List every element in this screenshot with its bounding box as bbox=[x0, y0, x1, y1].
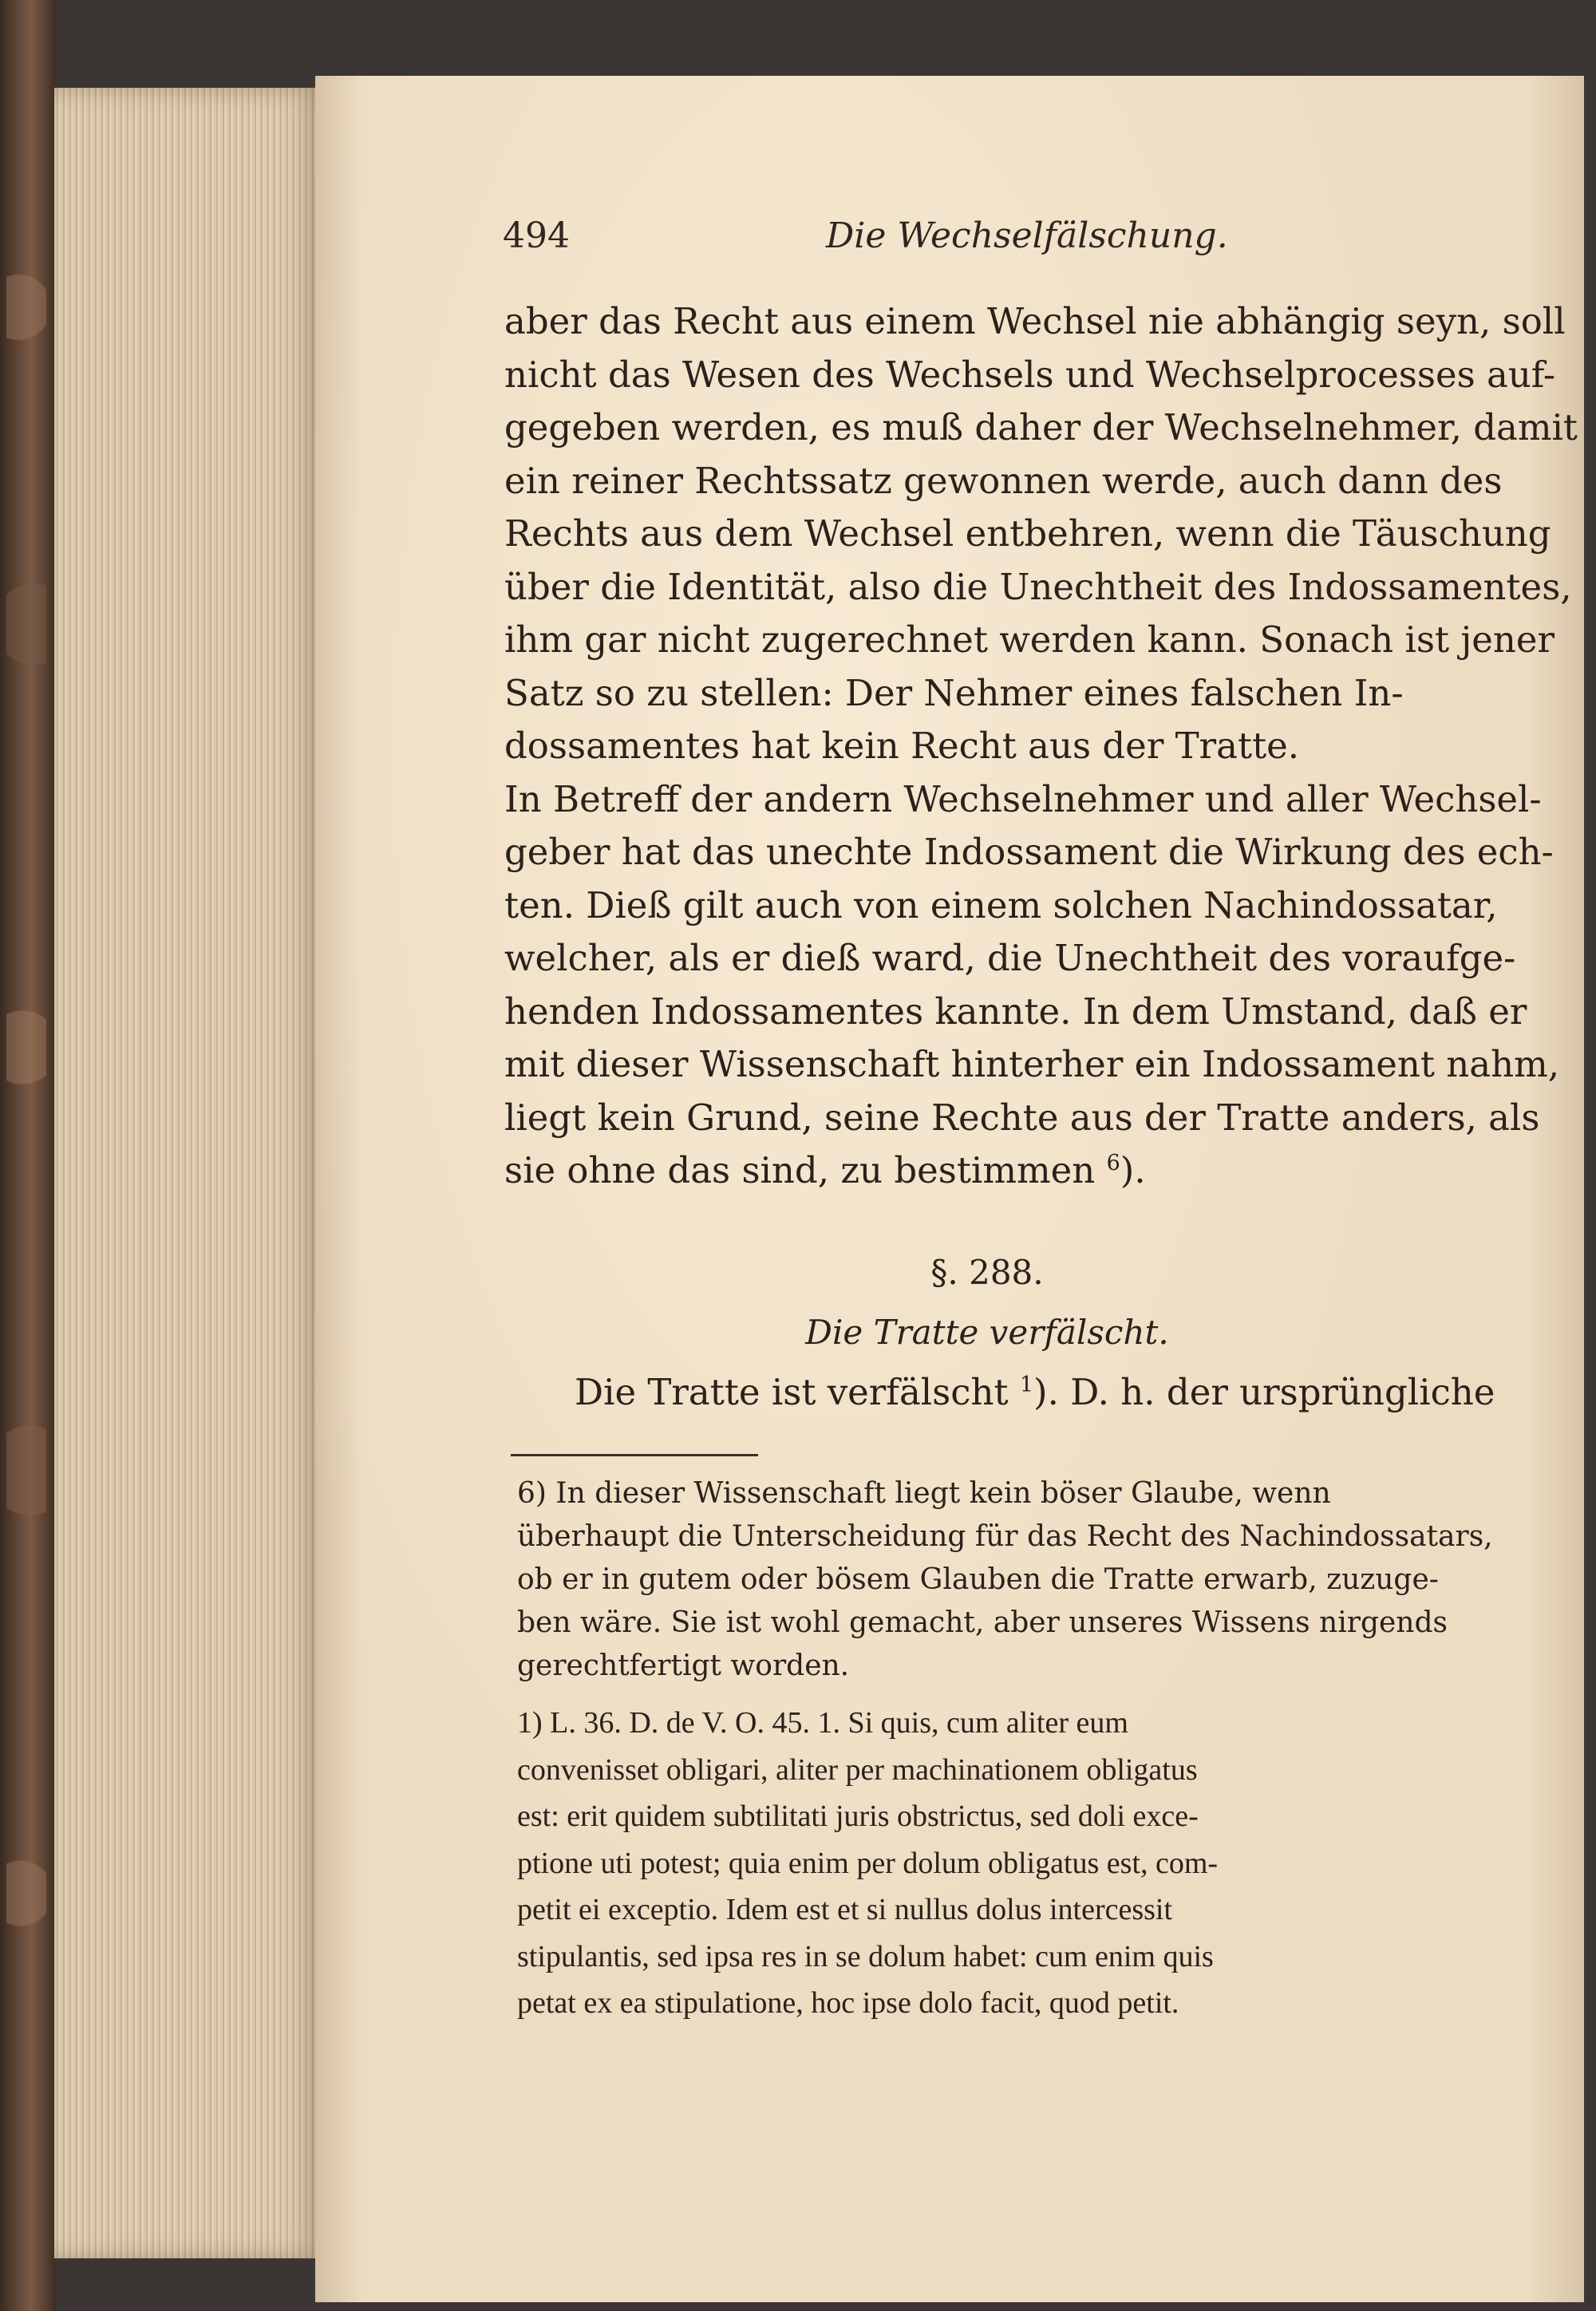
text-line-spaced: Satz so zu stellen: Der Nehmer eines falschen In- bbox=[504, 671, 1404, 714]
section-number: §. 288. bbox=[930, 1253, 1044, 1292]
footnote-ref-1: 1 bbox=[1019, 1373, 1034, 1397]
main-paragraph bbox=[504, 295, 1578, 1198]
text-line: In Betreff der andern Wechselnehmer und aller Wechsel- bbox=[504, 777, 1542, 820]
book-cover-edge bbox=[0, 0, 56, 2311]
footnote-1 bbox=[517, 1700, 1471, 2027]
footnote-6 bbox=[517, 1472, 1493, 1688]
text-line: henden Indossamentes kannte. In dem Umstand, daß er bbox=[504, 990, 1527, 1033]
footnote-line: stipulantis, sed ipsa res in se dolum habet: cum enim quis bbox=[517, 1939, 1214, 1973]
page-number: 494 bbox=[503, 215, 570, 256]
footnote-line: est: erit quidem subtilitati juris obstrictus, sed doli exce- bbox=[517, 1799, 1199, 1833]
section-first-line-tail: ). D. h. der ursprüngliche bbox=[1033, 1371, 1495, 1413]
page-stack-edges bbox=[54, 88, 326, 2258]
text-line: ten. Dieß gilt auch von einem solchen Nachindossatar, bbox=[504, 883, 1498, 926]
footnote-ref-6: 6 bbox=[1106, 1151, 1120, 1175]
section-title: Die Tratte verfälscht. bbox=[805, 1313, 1169, 1352]
footnote-line: 1) L. 36. D. de V. O. 45. 1. Si quis, cum aliter eum bbox=[517, 1706, 1128, 1740]
text-line: welcher, als er dieß ward, die Unechtheit des voraufge- bbox=[504, 937, 1516, 979]
text-line: nicht das Wesen des Wechsels und Wechselprocesses auf- bbox=[504, 353, 1556, 396]
text-line-content: sie ohne das sind, zu bestimmen bbox=[504, 1149, 1096, 1191]
text-line: Rechts aus dem Wechsel entbehren, wenn die Täuschung bbox=[504, 512, 1551, 555]
text-line: über die Identität, also die Unechtheit des Indossamentes, bbox=[504, 565, 1572, 608]
footnote-line: gerechtfertigt worden. bbox=[517, 1649, 850, 1682]
text-line-last bbox=[504, 1144, 1470, 1198]
page-header bbox=[503, 215, 1444, 263]
text-line-spaced: dossamentes hat kein Recht aus der Tratte. bbox=[504, 725, 1300, 767]
footnote-line: ben wäre. Sie ist wohl gemacht, aber unseres Wissens nirgends bbox=[517, 1606, 1448, 1639]
section-first-line bbox=[575, 1371, 1495, 1413]
text-line: ihm gar nicht zugerechnet werden kann. Sonach ist jener bbox=[504, 618, 1555, 661]
footnote-line: ptione uti potest; quia enim per dolum obligatus est, com- bbox=[517, 1846, 1219, 1880]
footnote-line: ob er in gutem oder bösem Glauben die Tratte erwarb, zuzuge- bbox=[517, 1563, 1439, 1596]
section-first-line-text: Die Tratte ist verfälscht bbox=[575, 1371, 1009, 1413]
footnote-line: petit ei exceptio. Idem est et si nullus dolus intercessit bbox=[517, 1893, 1173, 1926]
footnote-line: petat ex ea stipulatione, hoc ipse dolo facit, quod petit. bbox=[517, 1986, 1179, 2020]
text-line-tail: ). bbox=[1120, 1149, 1146, 1191]
footnote-divider bbox=[511, 1454, 758, 1456]
footnote-line: convenisset obligari, aliter per machinationem obligatus bbox=[517, 1752, 1198, 1787]
footnote-line: überhaupt die Unterscheidung für das Recht des Nachindossatars, bbox=[517, 1520, 1493, 1553]
text-line: ein reiner Rechtssatz gewonnen werde, auch dann des bbox=[504, 459, 1503, 502]
footnote-line: 6) In dieser Wissenschaft liegt kein böser Glaube, wenn bbox=[517, 1477, 1331, 1510]
text-line: liegt kein Grund, seine Rechte aus der Tratte anders, als bbox=[504, 1096, 1540, 1139]
text-line: mit dieser Wissenschaft hinterher ein Indossament nahm, bbox=[504, 1043, 1560, 1085]
text-line: geber hat das unechte Indossament die Wirkung des ech- bbox=[504, 831, 1554, 873]
running-title: Die Wechselfälschung. bbox=[826, 215, 1228, 256]
text-line: aber das Recht aus einem Wechsel nie abhängig seyn, soll bbox=[504, 300, 1566, 342]
text-line: gegeben werden, es muß daher der Wechselnehmer, damit bbox=[504, 406, 1578, 448]
